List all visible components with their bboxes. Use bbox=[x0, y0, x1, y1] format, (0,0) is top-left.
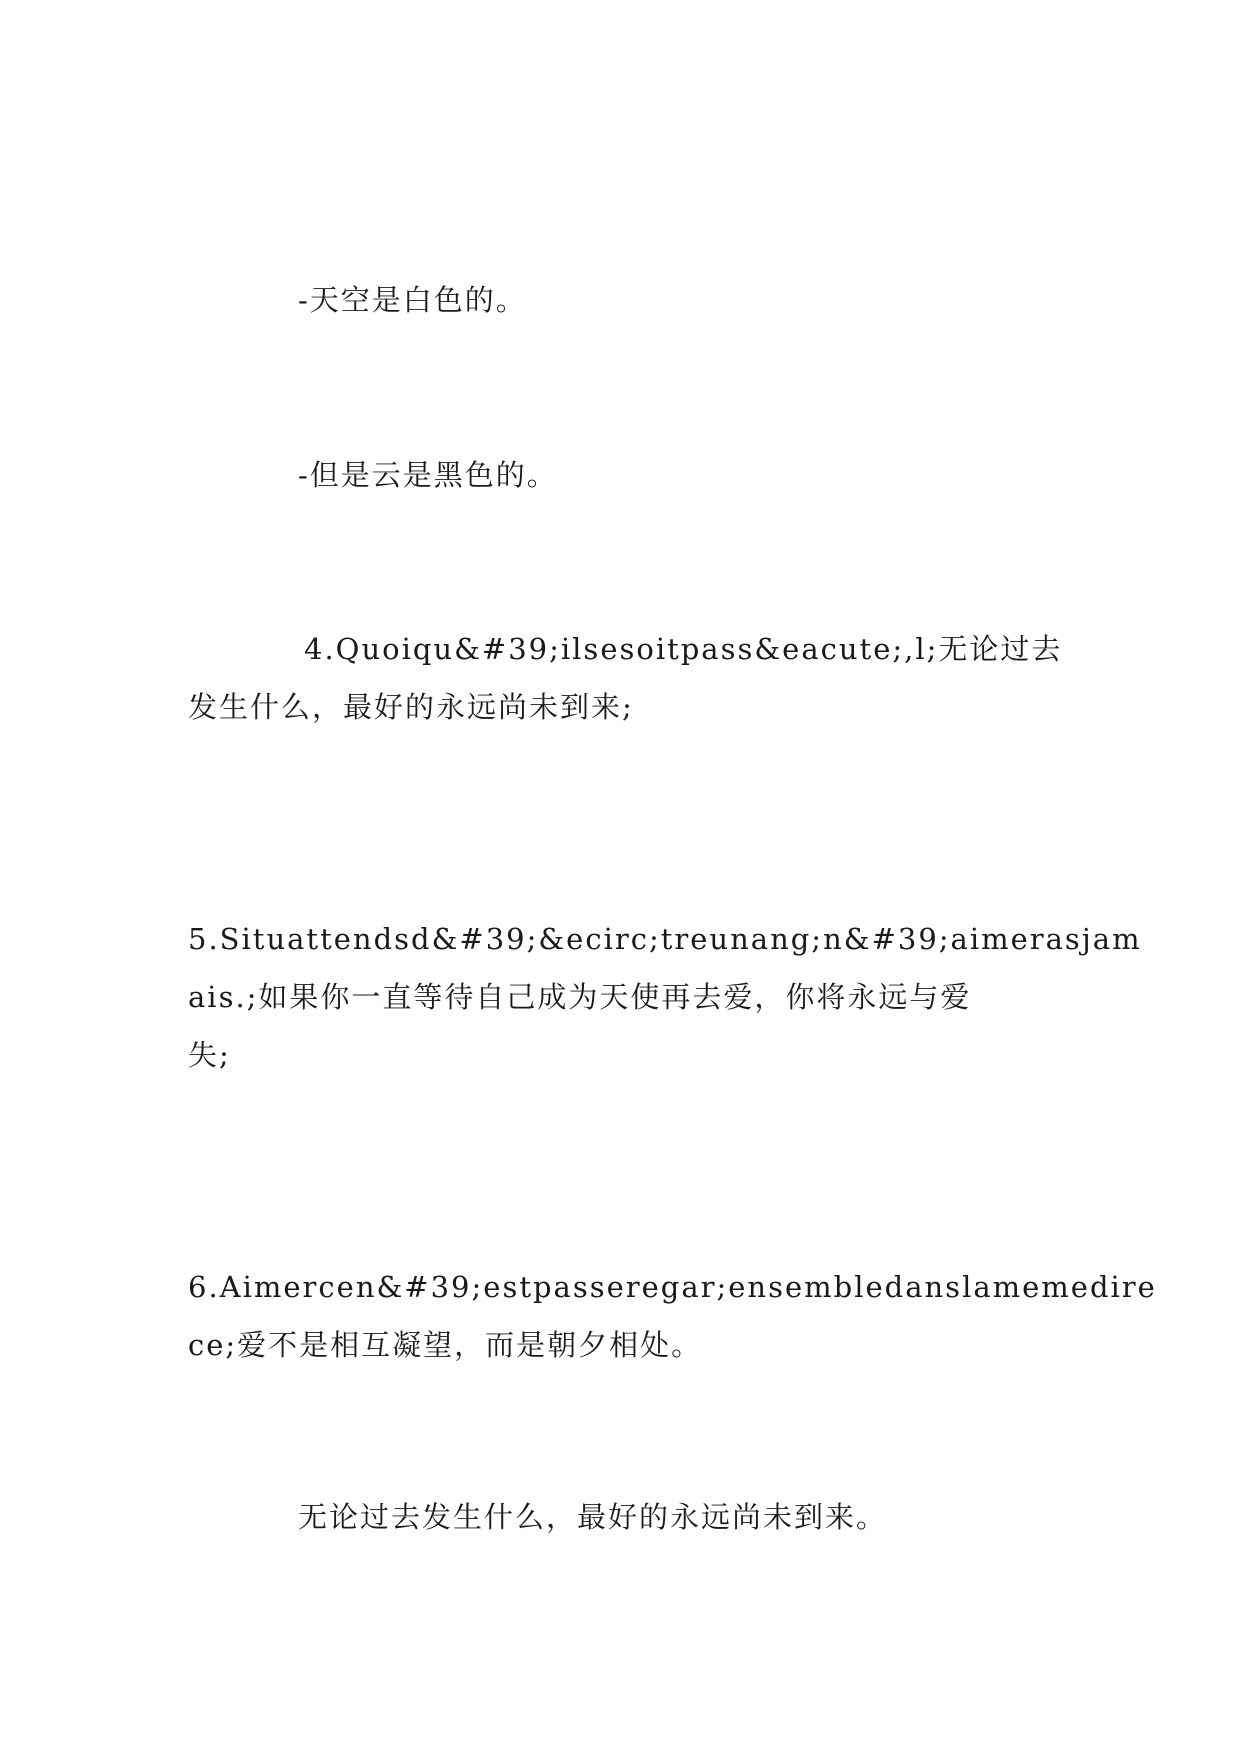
paragraph-6 bbox=[188, 1270, 1157, 1362]
paragraph-5-line-2: ais.;如果你一直等待自己成为天使再去爱，你将永远与爱 bbox=[188, 980, 972, 1014]
paragraph-5-line-1: 5.Situattendsd&#39;&ecirc;treunang;n&#39;aimerasjam bbox=[188, 922, 1142, 956]
paragraph-6-line-1: 6.Aimercen&#39;estpasseregar;ensembledanslamemedire bbox=[188, 1270, 1157, 1304]
paragraph-4-line-1: 4.Quoiqu&#39;ilsesoitpass&eacute;,l;无论过去 bbox=[304, 632, 1063, 666]
paragraph-6-line-2: ce;爱不是相互凝望，而是朝夕相处。 bbox=[188, 1328, 703, 1362]
paragraph-4 bbox=[188, 632, 1068, 724]
line-sky-white: -天空是白色的。 bbox=[298, 283, 527, 317]
line-cloud-black: -但是云是黑色的。 bbox=[298, 458, 558, 492]
line-closing: 无论过去发生什么，最好的永远尚未到来。 bbox=[298, 1500, 888, 1534]
paragraph-5-line-3: 失; bbox=[188, 1038, 231, 1072]
paragraph-5 bbox=[188, 922, 1142, 1072]
paragraph-4-line-2: 发生什么，最好的永远尚未到来; bbox=[188, 690, 634, 724]
